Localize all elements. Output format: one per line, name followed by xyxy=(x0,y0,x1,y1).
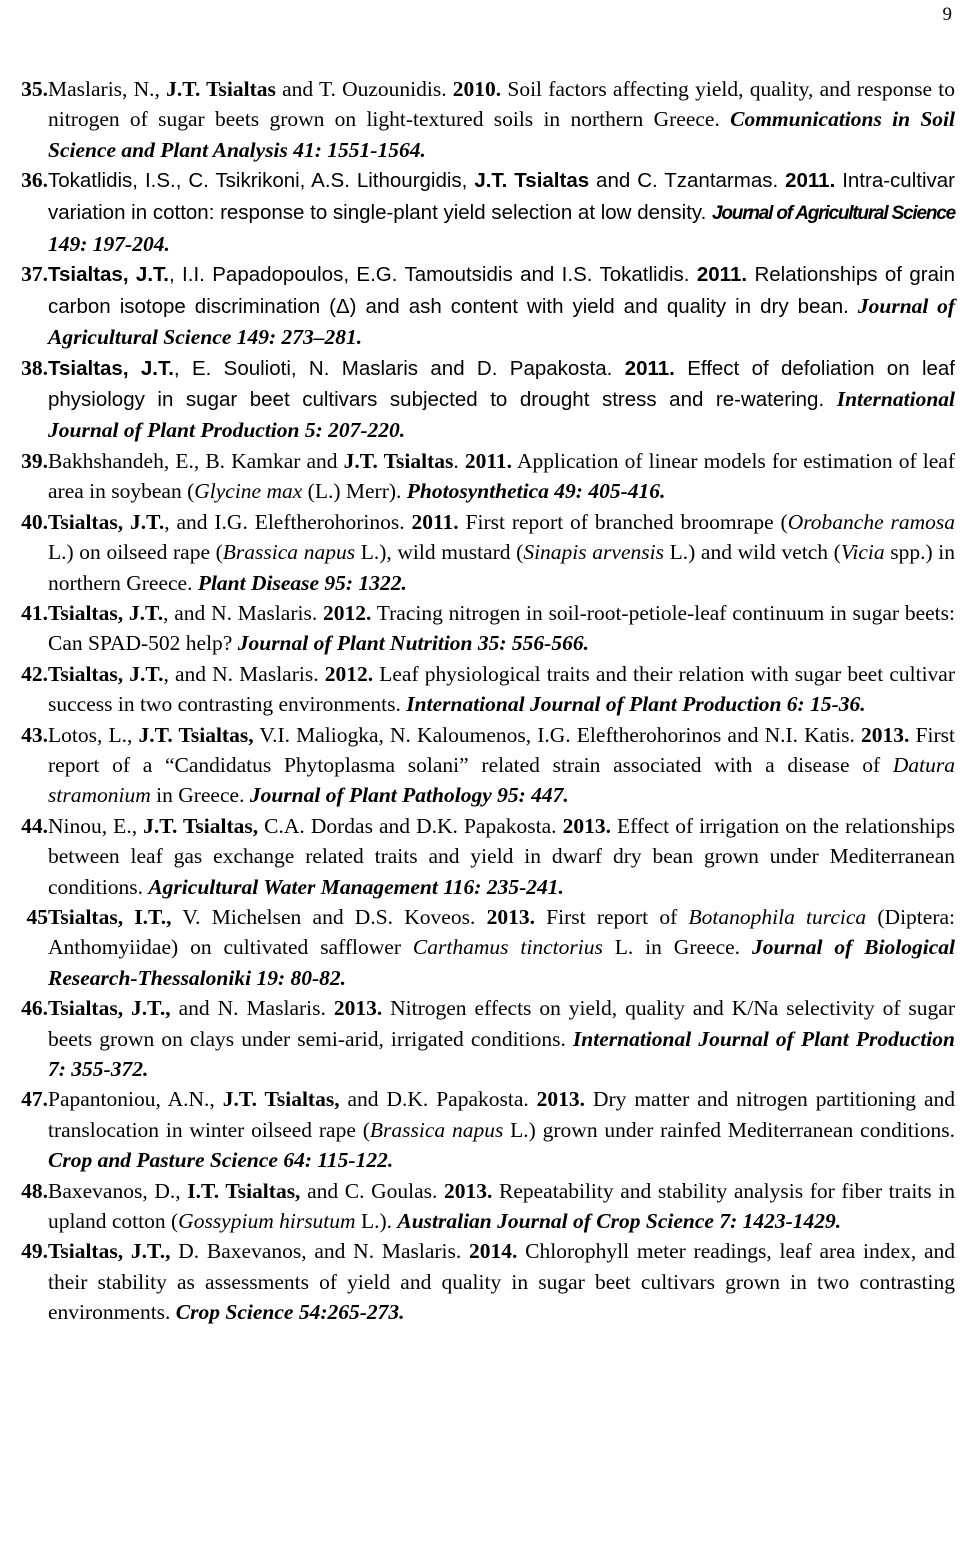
reference-text xyxy=(48,659,955,720)
reference-number: 37. xyxy=(21,262,48,287)
reference-segment: 2013. xyxy=(486,904,535,929)
reference-segment: 2013. xyxy=(333,996,383,1021)
reference-text xyxy=(48,902,955,993)
reference-segment: L.) grown under rainfed Mediterranean conditions. xyxy=(503,1117,955,1142)
reference-segment: Lotos, L., xyxy=(48,722,139,747)
reference-segment: 2013. xyxy=(562,813,611,838)
reference-segment: and C. Tzantarmas. xyxy=(589,169,786,193)
page-number: 9 xyxy=(942,4,952,25)
reference-segment: Intra-cultivar variation in cotton: response to single-plant yield selection at low density. xyxy=(48,169,955,224)
reference-item xyxy=(0,993,955,1084)
reference-segment: and T. Ouzounidis. xyxy=(275,77,453,101)
reference-item xyxy=(0,1084,955,1175)
reference-segment: , and I.G. Eleftherohorinos. xyxy=(164,509,412,534)
reference-segment: Soil factors affecting yield, quality, and response to nitrogen of sugar beets grown on light-textured soils in northern Greece. xyxy=(48,77,955,132)
reference-segment: Tokatlidis, I.S., C. Tsikrikoni, A.S. Lithourgidis, xyxy=(48,169,475,193)
reference-segment: (Diptera: Anthomyiidae) on cultivated safflower xyxy=(48,904,956,960)
reference-segment: 2011. xyxy=(464,448,513,473)
reference-item xyxy=(0,259,955,352)
reference-text xyxy=(48,507,955,598)
reference-segment: International Journal of Plant Production 6: 15-36. xyxy=(406,692,866,717)
reference-segment: 2013. xyxy=(536,1087,586,1112)
reference-item xyxy=(0,353,955,446)
reference-segment: L.) and wild vetch ( xyxy=(663,540,841,565)
reference-number: 40. xyxy=(21,509,48,534)
reference-segment: (L.) Merr). xyxy=(302,479,407,504)
reference-number: 49. xyxy=(21,1239,48,1264)
reference-segment: Journal of Agricultural Science xyxy=(712,202,955,224)
reference-segment: International Journal of Plant Production 7: 355-372. xyxy=(48,1026,955,1081)
reference-text xyxy=(48,165,955,259)
reference-number: 38. xyxy=(21,355,48,380)
reference-segment: Plant Disease 95: 1322. xyxy=(197,570,407,595)
reference-segment: Tsialtas, J.T. xyxy=(48,661,164,686)
reference-segment: 2012. xyxy=(322,600,372,625)
reference-item xyxy=(0,165,955,259)
reference-segment: spp.) in northern Greece. xyxy=(48,540,955,595)
reference-segment: Journal of Plant Nutrition 35: 556-566. xyxy=(237,631,589,656)
reference-segment: Effect of irrigation on the relationships between leaf gas exchange related traits and yield in dwarf dry bean grown under Mediterranean conditions. xyxy=(48,813,955,899)
reference-segment: 2013. xyxy=(444,1178,493,1203)
reference-item xyxy=(0,507,955,598)
reference-segment: Tsialtas, J.T., xyxy=(48,996,171,1021)
reference-segment: 2012. xyxy=(324,661,374,686)
reference-text xyxy=(48,259,955,352)
reference-item xyxy=(0,1236,955,1327)
reference-segment: Gossypium hirsutum xyxy=(178,1209,356,1234)
reference-segment: Tsialtas, I.T., xyxy=(48,904,172,929)
reference-segment: Bakhshandeh, E., B. Kamkar and xyxy=(48,448,344,473)
reference-segment: Communications in Soil Science and Plant Analysis 41: 1551-1564. xyxy=(48,107,956,162)
reference-segment: , E. Souliotі, N. Maslaris and D. Papakosta. xyxy=(173,356,625,380)
reference-segment: 2014. xyxy=(469,1239,518,1264)
reference-segment: Application of linear models for estimation of leaf area in soybean ( xyxy=(48,448,956,504)
reference-item xyxy=(0,811,955,902)
reference-segment: I.T. Tsialtas, xyxy=(187,1178,301,1203)
reference-segment: Ninou, E., xyxy=(48,813,144,838)
reference-segment: J.T. Tsialtas, xyxy=(138,722,254,747)
reference-segment: 2011. xyxy=(696,263,748,287)
reference-number: 46. xyxy=(21,996,48,1021)
reference-item xyxy=(0,902,955,993)
reference-segment: Chlorophyll meter readings, leaf area index, and their stability as assessments of yield and quality in sugar beet cultivars grown in two contrasting environments. xyxy=(48,1239,956,1325)
reference-segment: First report of xyxy=(534,904,689,929)
reference-segment: , and N. Maslaris. xyxy=(163,600,323,625)
reference-segment: L. in Greece. xyxy=(602,935,752,960)
reference-segment: D. Baxevanos, and N. Maslaris. xyxy=(170,1239,470,1264)
reference-number: 48. xyxy=(21,1178,48,1203)
reference-segment: First report of a “Candidatus Phytoplasma solani” related strain associated with a disease of xyxy=(48,722,955,777)
reference-text xyxy=(48,993,955,1084)
reference-text xyxy=(48,74,955,165)
reference-segment: . xyxy=(453,448,465,473)
reference-item xyxy=(0,1176,955,1237)
reference-number: 35. xyxy=(21,77,48,101)
reference-item xyxy=(0,720,955,811)
reference-number: 41. xyxy=(21,600,48,625)
reference-number: 43. xyxy=(21,722,48,747)
reference-segment: J.T. Tsialtas xyxy=(166,77,276,101)
reference-text xyxy=(48,446,955,507)
reference-segment: and D.K. Papakosta. xyxy=(339,1087,537,1112)
reference-segment: 2010. xyxy=(452,77,502,101)
reference-text xyxy=(48,598,955,659)
reference-text xyxy=(48,811,955,902)
reference-segment: 2011. xyxy=(624,356,675,380)
reference-segment: C.A. Dordas and D.K. Papakosta. xyxy=(258,813,563,838)
reference-segment: Dry matter and nitrogen partitioning and translocation in winter oilseed rape ( xyxy=(48,1087,955,1142)
reference-segment: J.T. Tsialtas xyxy=(474,169,590,193)
reference-segment: J.T. Tsialtas, xyxy=(143,813,259,838)
reference-segment: 149: 197-204. xyxy=(48,232,170,257)
reference-segment: Vicia xyxy=(840,540,885,565)
reference-segment: Tsialtas, J.T. xyxy=(48,356,174,380)
reference-segment: Relationships of grain carbon isotope discrimination (Δ) and ash content with yield and quality in dry bean. xyxy=(48,263,955,318)
reference-segment: , I.I. Papadopoulos, E.G. Tamoutsidis and I.S. Tokatlidis. xyxy=(168,263,697,287)
reference-text xyxy=(48,353,955,446)
reference-segment: Tsialtas, J.T. xyxy=(48,600,164,625)
reference-segment: L.), wild mustard ( xyxy=(355,540,524,565)
reference-segment: and C. Goulas. xyxy=(300,1178,444,1203)
reference-segment: 2011. xyxy=(411,509,459,534)
reference-segment: and N. Maslaris. xyxy=(170,996,334,1021)
reference-item xyxy=(0,598,955,659)
reference-segment: J.T. Tsialtas xyxy=(343,448,454,473)
reference-segment: V.I. Maliogka, N. Kaloumenos, I.G. Eleftherohorinos and N.I. Katis. xyxy=(253,722,862,747)
reference-segment: Repeatability and stability analysis for fiber traits in upland cotton ( xyxy=(48,1178,955,1234)
reference-item xyxy=(0,446,955,507)
reference-list xyxy=(0,74,955,1328)
reference-segment: J.T. Tsialtas, xyxy=(222,1087,340,1112)
reference-segment: Brassica napus xyxy=(222,540,356,565)
reference-segment: International Journal of Plant Production 5: 207-220. xyxy=(48,387,955,443)
reference-text xyxy=(48,1084,955,1175)
reference-segment: Botanophila turcica xyxy=(688,904,867,929)
reference-segment: 2011. xyxy=(785,169,836,193)
reference-segment: Effect of defoliation on leaf physiology in sugar beet cultivars subjected to drought stress and re-watering. xyxy=(48,356,955,412)
reference-segment: Carthamus tinctorius xyxy=(412,935,603,960)
reference-number: 36. xyxy=(21,168,48,193)
reference-text xyxy=(48,1236,955,1327)
reference-segment: Journal of Agricultural Science 149: 273–281. xyxy=(48,293,955,350)
reference-segment: Crop Science 54:265-273. xyxy=(175,1300,405,1325)
reference-segment: First report of branched broomrape ( xyxy=(458,509,788,534)
reference-segment: Maslaris, N., xyxy=(48,77,167,101)
reference-segment: Tsialtas, J.T. xyxy=(48,509,165,534)
reference-segment: Sinapis arvensis xyxy=(523,540,664,565)
reference-segment: Datura stramonium xyxy=(48,752,955,808)
reference-segment: Baxevanos, D., xyxy=(48,1178,188,1203)
reference-segment: Brassica napus xyxy=(369,1117,504,1142)
reference-segment: Tracing nitrogen in soil-root-petiole-leaf continuum in sugar beets: Can SPAD-502 help? xyxy=(48,600,955,656)
reference-text xyxy=(48,1176,955,1237)
reference-segment: L.) on oilseed rape ( xyxy=(48,540,223,565)
reference-number: 44. xyxy=(21,813,48,838)
reference-segment: Agricultural Water Management 116: 235-241. xyxy=(148,874,564,899)
reference-number: 45 xyxy=(26,904,48,929)
reference-text xyxy=(48,720,955,811)
reference-segment: L.). xyxy=(355,1209,398,1234)
reference-segment: , and N. Maslaris. xyxy=(163,661,325,686)
reference-segment: Nitrogen effects on yield, quality and K/Na selectivity of sugar beets grown on clays under semi-arid, irrigated conditions. xyxy=(48,996,956,1051)
reference-segment: Orobanche ramosa xyxy=(787,509,956,534)
reference-item xyxy=(0,74,955,165)
reference-segment: Journal of Plant Pathology 95: 447. xyxy=(249,783,569,808)
reference-segment: Leaf physiological traits and their relation with sugar beet cultivar success in two contrasting environments. xyxy=(48,661,955,717)
reference-segment: Crop and Pasture Science 64: 115-122. xyxy=(48,1148,394,1173)
reference-segment: Glycine max xyxy=(194,479,303,504)
reference-number: 42. xyxy=(21,661,48,686)
reference-segment: Journal of Biological Research-Thessaloniki 19: 80-82. xyxy=(48,935,955,990)
reference-segment: Photosynthetica 49: 405-416. xyxy=(406,479,666,504)
reference-item xyxy=(0,659,955,720)
reference-segment: 2013. xyxy=(861,722,910,747)
reference-segment: Australian Journal of Crop Science 7: 1423-1429. xyxy=(397,1209,842,1234)
reference-segment: Papantoniou, A.N., xyxy=(48,1087,223,1112)
reference-segment: Tsialtas, J.T., xyxy=(48,1239,171,1264)
reference-segment: Tsialtas, J.T. xyxy=(48,263,169,287)
reference-number: 47. xyxy=(21,1087,48,1112)
reference-number: 39. xyxy=(21,448,48,473)
reference-segment: in Greece. xyxy=(150,783,250,808)
reference-segment: V. Michelsen and D.S. Koveos. xyxy=(171,904,487,929)
